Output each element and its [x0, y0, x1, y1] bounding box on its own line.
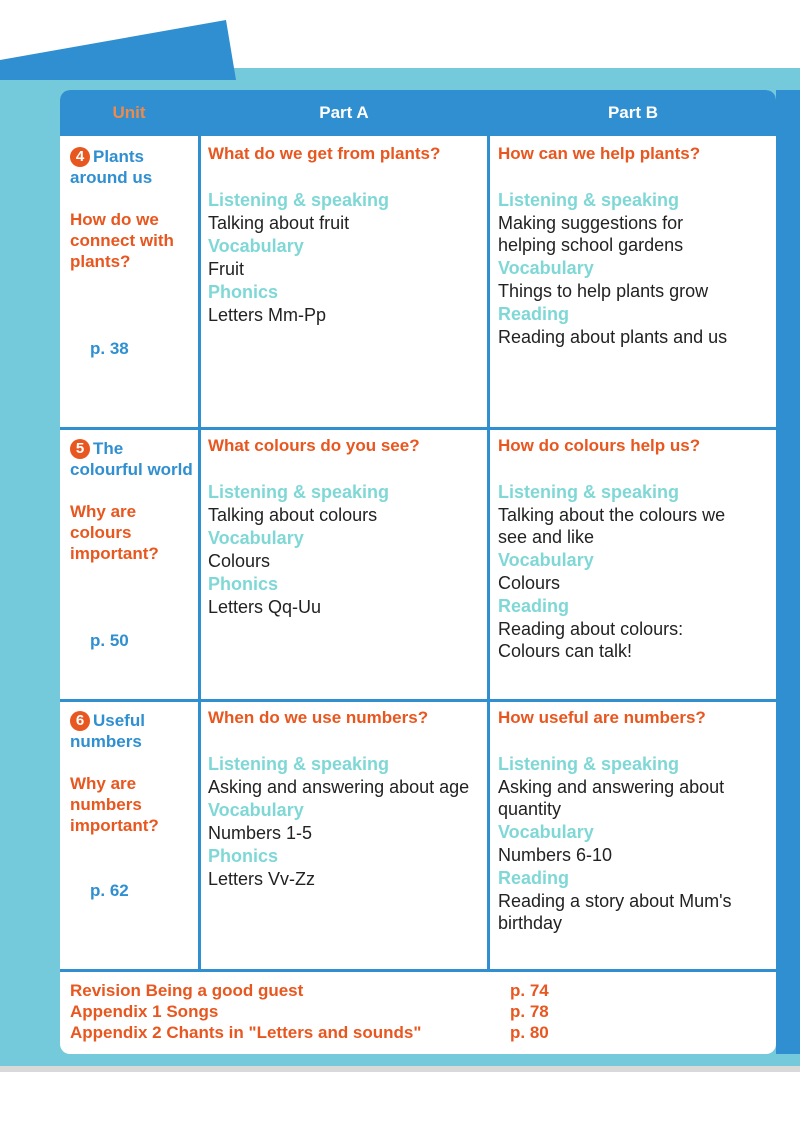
grid-vline-2: [487, 90, 490, 972]
section-label: Listening & speaking: [208, 482, 390, 502]
section-label: Phonics: [208, 282, 279, 302]
section-label: Vocabulary: [498, 550, 594, 570]
part-question: How can we help plants?: [498, 144, 701, 163]
section-label: Listening & speaking: [208, 190, 390, 210]
section-label: Reading: [498, 596, 570, 616]
section-label: Vocabulary: [498, 822, 594, 842]
section-label: Vocabulary: [208, 528, 304, 548]
section-label: Phonics: [208, 846, 279, 866]
section-label: Reading: [498, 868, 570, 888]
contents-table: [60, 90, 776, 1054]
section-text: Asking and answering about quantity: [498, 777, 725, 819]
section-text: Numbers 6-10: [498, 845, 613, 865]
unit-title-text: Useful numbers: [70, 711, 145, 751]
unit-page[interactable]: p. 50: [90, 631, 129, 650]
header-part-b: [490, 90, 776, 136]
section-text: Colours: [498, 573, 561, 593]
section-text: Reading about plants and us: [498, 327, 728, 347]
section-label: Listening & speaking: [208, 754, 390, 774]
footer-item-page[interactable]: p. 78: [510, 1002, 549, 1021]
unit-cell: [70, 438, 195, 696]
footer-item-label[interactable]: Appendix 1 Songs: [70, 1002, 219, 1021]
unit-page[interactable]: p. 62: [90, 881, 129, 900]
unit-cell: [70, 146, 195, 424]
section-label: Reading: [498, 304, 570, 324]
section-label: Listening & speaking: [498, 190, 680, 210]
section-label: Listening & speaking: [498, 482, 680, 502]
unit-question: Why are colours important?: [70, 502, 159, 563]
part-a-cell: [208, 434, 484, 618]
header-part-a-label: Part A: [319, 103, 369, 122]
section-text: Talking about fruit: [208, 213, 350, 233]
section-text: Talking about colours: [208, 505, 378, 525]
footer-item-label[interactable]: Appendix 2 Chants in "Letters and sounds": [70, 1023, 422, 1042]
unit-page[interactable]: p. 38: [90, 339, 129, 358]
header-tab-shape: [0, 20, 236, 80]
part-a-cell: [208, 142, 484, 326]
header-part-a: [201, 90, 487, 136]
part-b-cell: [498, 142, 738, 348]
part-question: How do colours help us?: [498, 436, 701, 455]
part-question: What colours do you see?: [208, 436, 420, 455]
section-text: Reading about colours: Colours can talk!: [498, 619, 684, 661]
part-question: How useful are numbers?: [498, 708, 706, 727]
section-text: Things to help plants grow: [498, 281, 709, 301]
part-question: What do we get from plants?: [208, 144, 441, 163]
section-text: Asking and answering about age: [208, 777, 470, 797]
part-b-cell: [498, 434, 748, 662]
unit-question: Why are numbers important?: [70, 774, 159, 835]
section-text: Making suggestions for helping school gardens: [498, 213, 684, 255]
section-text: Letters Mm-Pp: [208, 305, 327, 325]
section-text: Fruit: [208, 259, 244, 279]
appendix-list: [60, 975, 776, 1054]
section-text: Talking about the colours we see and like: [498, 505, 726, 547]
section-label: Listening & speaking: [498, 754, 680, 774]
unit-title: [70, 146, 195, 188]
part-question: When do we use numbers?: [208, 708, 429, 727]
grid-vline-1: [198, 90, 201, 972]
grid-hline-3: [60, 969, 776, 972]
unit-cell: [70, 710, 195, 966]
footer-item-page[interactable]: p. 80: [510, 1023, 549, 1042]
footer-item-label[interactable]: Revision Being a good guest: [70, 981, 304, 1000]
header-unit: [60, 90, 198, 136]
section-text: Letters Qq-Uu: [208, 597, 322, 617]
section-text: Numbers 1-5: [208, 823, 313, 843]
section-label: Vocabulary: [208, 236, 304, 256]
right-edge-bar: [776, 90, 800, 1054]
unit-title: [70, 438, 195, 480]
part-a-cell: [208, 706, 484, 890]
header-part-b-label: Part B: [607, 103, 659, 122]
footer-item-page[interactable]: p. 74: [510, 981, 549, 1000]
unit-title: [70, 710, 195, 752]
grid-hline-1: [60, 427, 776, 430]
part-b-cell: [498, 706, 738, 934]
unit-title-text: The colourful world: [70, 439, 193, 479]
bottom-shadow: [0, 1066, 800, 1072]
section-text: Letters Vv-Zz: [208, 869, 316, 889]
unit-number-badge: 6: [70, 711, 90, 731]
section-text: Reading a story about Mum's birthday: [498, 891, 732, 933]
unit-question: How do we connect with plants?: [70, 210, 174, 271]
unit-title-text: Plants around us: [70, 147, 153, 187]
section-label: Vocabulary: [208, 800, 304, 820]
header-unit-label: Unit: [112, 103, 146, 122]
unit-number-badge: 5: [70, 439, 90, 459]
grid-hline-2: [60, 699, 776, 702]
unit-number-badge: 4: [70, 147, 90, 167]
section-label: Vocabulary: [498, 258, 594, 278]
section-label: Phonics: [208, 574, 279, 594]
section-text: Colours: [208, 551, 271, 571]
